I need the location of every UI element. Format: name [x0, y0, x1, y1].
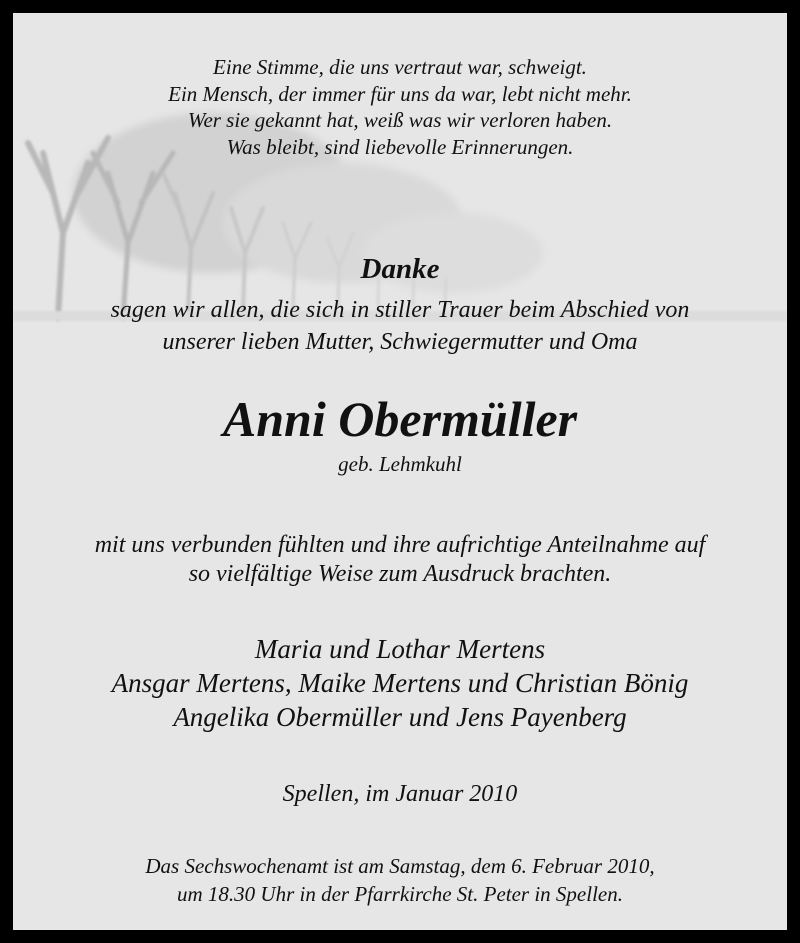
- place-date: Spellen, im Januar 2010: [282, 781, 518, 807]
- message-line: so vielfältige Weise zum Ausdruck brachten.: [188, 561, 612, 587]
- family-member: Angelika Obermüller und Jens Payenberg: [173, 702, 627, 732]
- service-line: um 18.30 Uhr in der Pfarrkirche St. Peter in Spellen.: [177, 882, 623, 906]
- family-member: Ansgar Mertens, Maike Mertens und Christian Bönig: [111, 668, 689, 698]
- thanks-text: [13, 294, 787, 358]
- message: [13, 531, 787, 589]
- poem: [13, 54, 787, 160]
- thanks-line: sagen wir allen, die sich in stiller Trauer beim Abschied von: [110, 297, 690, 323]
- poem-line: Wer sie gekannt hat, weiß was wir verloren haben.: [187, 108, 613, 132]
- birth-name: geb. Lehmkuhl: [338, 452, 462, 476]
- message-line: mit uns verbunden fühlten und ihre aufrichtige Anteilnahme auf: [94, 532, 706, 558]
- family-member: Maria und Lothar Mertens: [254, 634, 546, 664]
- service-line: Das Sechswochenamt ist am Samstag, dem 6. Februar 2010,: [145, 854, 655, 878]
- obituary-card: [13, 13, 787, 930]
- family-list: [13, 632, 787, 734]
- service-info: [13, 852, 787, 908]
- thanks-heading: Danke: [360, 253, 440, 285]
- poem-line: Was bleibt, sind liebevolle Erinnerungen.: [226, 134, 574, 159]
- poem-line: Ein Mensch, der immer für uns da war, lebt nicht mehr.: [168, 81, 632, 106]
- deceased-name: Anni Obermüller: [222, 391, 578, 447]
- poem-line: Eine Stimme, die uns vertraut war, schweigt.: [213, 55, 587, 79]
- thanks-line: unserer lieben Mutter, Schwiegermutter und Oma: [162, 329, 638, 355]
